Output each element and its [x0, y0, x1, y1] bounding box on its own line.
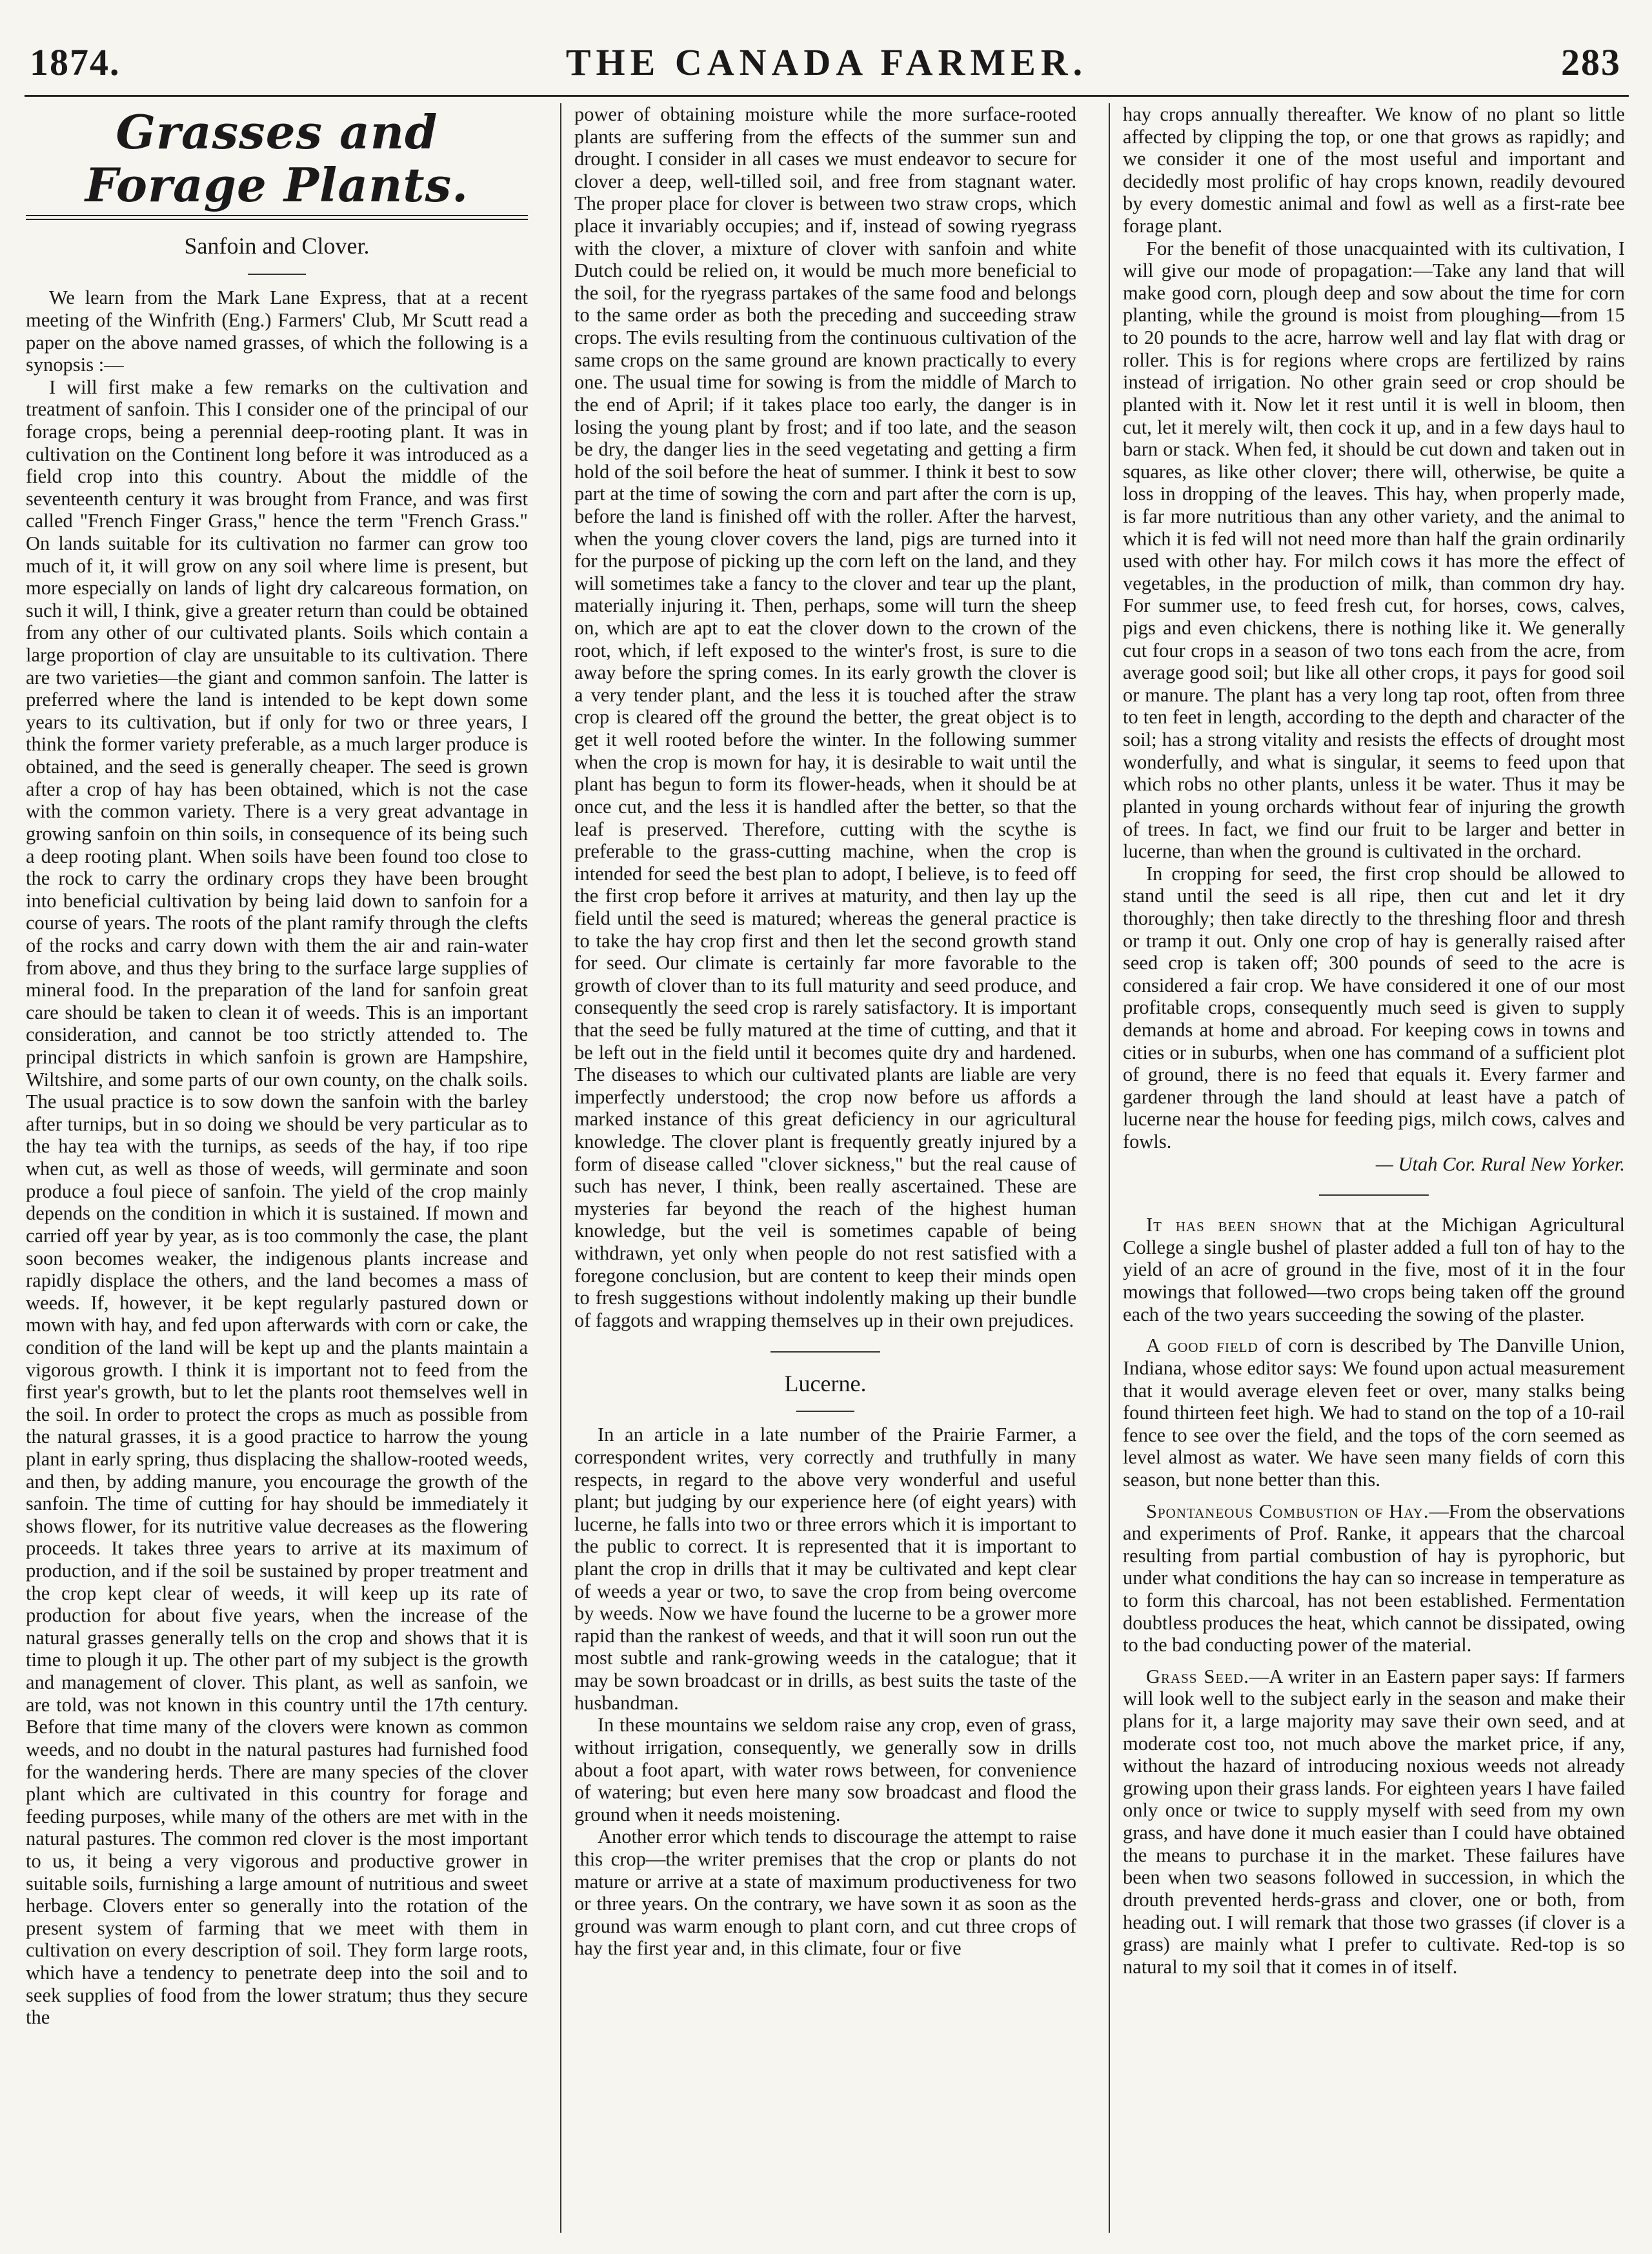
- note-grass-seed: [1123, 1665, 1625, 1978]
- article-separator: [771, 1351, 880, 1353]
- article-separator: [1319, 1194, 1429, 1196]
- note-text: that at the Michigan Agricultural College a single bushel of plaster added a full ton of hay to the yield of an acre of ground in the five, most of it in the four mowings that followed—two crops being taken off the ground each of the two years succeeding the sowing of the plaster.: [1123, 1214, 1625, 1325]
- note-lead: Grass Seed.: [1146, 1665, 1249, 1687]
- note-plaster: [1123, 1214, 1625, 1325]
- article-paragraph: I will first make a few remarks on the cultivation and treatment of sanfoin. This I consider one of the principal of our forage crops, being a perennial deep-rooting plant. It was in cultivation on the Continent long before it was introduced as a field crop into this country. About the middle of the seventeenth century it was brought from France, and was first called "French Finger Grass," hence the term "French Grass." On lands suitable for its cultivation no farmer can grow too much of it, it will grow on any soil where lime is present, but more especially on lands of light dry calcareous formation, on such it will, I think, give a greater return than could be obtained from any other of our cultivated plants. Soils which contain a large proportion of clay are unsuitable to its cultivation. There are two varieties—the giant and common sanfoin. The latter is preferred where the land is intended to be kept down some years to its cultivation, but if only for two or three years, I think the former variety preferable, as a much larger produce is obtained, and the seed is generally cheaper. The seed is grown after a crop of hay has been obtained, which is not the case with the common variety. There is a very great advantage in growing sanfoin on thin soils, in consequence of its being such a deep rooting plant. When soils have been found too close to the rock to carry the ordinary crops they have been brought into beneficial cultivation by being laid down to sanfoin for a course of years. The roots of the plant ramify through the clefts of the rocks and carry down with them the air and rain-water from above, and thus they bring to the surface large supplies of mineral food. In the preparation of the land for sanfoin great care should be taken to clean it of weeds. This is an important consideration, and cannot be too strictly attended to. The principal districts in which sanfoin is grown are Hampshire, Wiltshire, and some parts of our own county, on the chalk soils. The usual practice is to sow down the sanfoin with the barley after turnips, but in so doing we should be very particular as to the hay tea with the turnips, as seeds of the hay, if too ripe when cut, as well as those of weeds, will germinate and soon produce a foul piece of sanfoin. The yield of the crop mainly depends on the condition in which it is sustained. If mown and carried off year by year, as is too commonly the case, the plant soon becomes weaker, the indigenous plants increase and rapidly displace the others, and the land becomes a mass of weeds. If, however, it be kept regularly pastured down or mown with hay, and fed upon afterwards with corn or cake, the condition of the land will be kept up and the plants maintain a vigorous growth. I think it is important not to feed from the first year's growth, but to let the plants root themselves well in the soil. In order to protect the crops as much as possible from the natural grasses, it is a good practice to harrow the young plant in early spring, thus displacing the shallow-rooted weeds, and then, by adding manure, you encourage the growth of the sanfoin. The time of cutting for hay should be immediately it shows flower, for its nutritive value decreases as the flowering proceeds. It takes three years to arrive at its maximum of production, and if the soil be sustained by proper treatment and the crop kept clear of weeds, it will keep up its rate of production for about five years, when the increase of the natural grasses generally tells on the crop and shows that it is time to plough it up. The other part of my subject is the growth and management of clover. This plant, as well as sanfoin, we are told, was not known in this country until the 17th century. Before that time many of the clovers were known as common weeds, and no doubt in the natural pastures had furnished food for the wandering herds. There are many species of the clover plant which are cultivated in this country for forage and feeding purposes, while many of the others are met with in the natural pastures. The common red clover is the most important to us, it being a very vigorous and productive grower in suitable soils, furnishing a large amount of nutritious and sweet herbage. Clovers enter so generally into the rotation of the present system of farming that we meet with them in cultivation on every description of soil. They form large roots, which have a tendency to penetrate deep into the soil and to seek supplies of food from the lower stratum; thus they secure the: [26, 376, 528, 2029]
- article-paragraph: hay crops annually thereafter. We know of no plant so little affected by clipping the top, or one that grows as rapidly; and we consider it one of the most useful and important and decidedly most prolific of hay crops known, readily devoured by every domestic animal and fowl as well as a first-rate bee forage plant.: [1123, 103, 1625, 237]
- section-heading: Grasses and Forage Plants.: [85, 105, 469, 212]
- note-corn: [1123, 1334, 1625, 1491]
- heading-rule: [26, 215, 528, 220]
- column-rule: [560, 103, 561, 2233]
- article-paragraph: power of obtaining moisture while the more surface-rooted plants are suffering from the effects of the summer sun and drought. I consider in all cases we must endeavor to secure for clover a deep, well-tilled soil, and free from stagnant water. The proper place for clover is between two straw crops, which place it invariably occupies; and if, instead of sowing ryegrass with the clover, a mixture of clover with sanfoin and white Dutch could be relied on, it would be much more beneficial to the soil, for the ryegrass partakes of the same food and belongs to the same order as both the preceding and succeeding straw crops. The evils resulting from the continuous cultivation of the same crops on the same ground are known practically to every one. The usual time for sowing is from the middle of March to the end of April; if it takes place too early, the danger is in losing the young plant by frost; and if too late, and the season be dry, the danger lies in the seed vegetating and getting a firm hold of the soil before the heat of summer. I think it best to sow part at the time of sowing the corn and part after the corn is up, before the land is finished off with the roller. After the harvest, when the young clover covers the land, pigs are turned into it for the purpose of picking up the corn left on the land, and they will sometimes take a fancy to the clover and tear up the plant, materially injuring it. Then, perhaps, some will turn the sheep on, which are apt to eat the clover down to the crown of the root, which, if left exposed to the winter's frost, is sure to die away before the spring comes. In its early growth the clover is a very tender plant, and the less it is touched after the straw crop is cleared off the ground the better, the great object is to get it well rooted before the winter. In the following summer when the crop is mown for hay, it is desirable to wait until the plant has begun to form its flower-heads, when it should be at once cut, and the less it is handled after the better, so that the leaf is preserved. Therefore, cutting with the scythe is preferable to the grass-cutting machine, when the crop is intended for seed the best plan to adopt, I believe, is to feed off the first crop before it arrives at maturity, and then lay up the field until the seed is matured; whereas the general practice is to take the hay crop first and then let the second growth stand for seed. Our climate is certainly far more favorable to the growth of clover than to its full maturity and seed produce, and consequently the seed crop is rarely satisfactory. It is important that the seed be fully matured at the time of cutting, and that it be left out in the field until it becomes quite dry and hardened. The diseases to which our cultivated plants are liable are very imperfectly understood; the crop now before us affords a marked instance of this great deficiency in our agricultural knowledge. The clover plant is frequently greatly injured by a form of disease called "clover sickness," but the real cause of such has never, I think, been really ascertained. These are mysteries far beyond the reach of the highest human knowledge, but the veil is sometimes capable of being withdrawn, yet only when people do not rest satisfied with a foregone conclusion, but are content to keep their minds open to fresh suggestions without indolently making up their bundle of faggots and wrapping themselves up in their own prejudices.: [574, 103, 1076, 1331]
- column-3: [1123, 103, 1625, 2233]
- article-title-lucerne: Lucerne.: [784, 1370, 867, 1396]
- note-text: —From the observations and experiments of Prof. Ranke, it appears that the charcoal resulting from partial combustion of hay is pyrophoric, but under what conditions the hay can so increase in temperature as to form this charcoal, has not been established. Fermentation doubtless produces the heat, which cannot be dissipated, owing to the bad conducting power of the material.: [1123, 1500, 1625, 1656]
- note-lead: It has been shown: [1146, 1214, 1323, 1236]
- article-paragraph: In cropping for seed, the first crop should be allowed to stand until the seed is all ripe, then cut and let it dry thoroughly; then take directly to the threshing floor and thresh or tramp it out. Only one crop of hay is generally raised after seed crop is taken off; 300 pounds of seed to the acre is considered a fair crop. We have considered it one of our most profitable crops, consequently much seed is given to supply demands at home and abroad. For keeping cows in towns and cities or in suburbs, when one has command of a sufficient plot of ground, there is no feed that equals it. Every farmer and gardener through the land should at least have a patch of lucerne near the house for feeding pigs, milch cows, calves and fowls.: [1123, 862, 1625, 1153]
- masthead-title: THE CANADA FARMER.: [565, 41, 1088, 83]
- title-rule: [796, 1411, 854, 1412]
- column-rule: [1109, 103, 1110, 2233]
- article-title-sainfoin: Sanfoin and Clover.: [184, 233, 370, 259]
- note-text: of corn is described by The Danville Union, Indiana, whose editor says: We found upon actual measurement that it would average eleven feet or over, many stalks being found thirteen feet high. We had to stand on the top of a 10-rail fence to see over the field, and the tops of the corn seemed as level almost as water. We have seen many fields of corn this season, but none better than this.: [1123, 1334, 1625, 1491]
- note-combustion: [1123, 1500, 1625, 1656]
- note-lead: Spontaneous Combustion of Hay.: [1146, 1500, 1429, 1522]
- article-paragraph: Another error which tends to discourage the attempt to raise this crop—the writer premises that the crop or plants do not mature or arrive at a state of maximum productiveness for two or three years. On the contrary, we have sown it as soon as the ground was warm enough to plant corn, and cut three crops of hay the first year and, in this climate, four or five: [574, 1826, 1076, 1960]
- article-paragraph: For the benefit of those unacquainted with its cultivation, I will give our mode of propagation:—Take any land that will make good corn, plough deep and sow about the time for corn planting, while the ground is moist from ploughing—from 15 to 20 pounds to the acre, harrow well and lay flat with drag or roller. This is for regions where crops are fertilized by rains instead of irrigation. No other grain seed or crop should be planted with it. Now let it rest until it is well in bloom, then cut, let it merely wilt, then cock it up, and in a few days haul to barn or stack. When fed, it should be cut down and taken out in squares, as like other clover; there will, otherwise, be quite a loss in dropping of the leaves. This hay, when properly made, is far more nutritious than any other variety, and the animal to which it is fed will not need more than half the grain ordinarily used with other hay. For milch cows it has more the effect of vegetables, in the production of milk, than common dry hay. For summer use, to feed fresh cut, for horses, cows, calves, pigs and even chickens, there is nothing like it. We generally cut four crops in a season of two tons each from the acre, from average good soil; but like all other crops, it pays for good soil or manure. The plant has a very long tap root, often from three to ten feet in length, according to the depth and character of the soil; has a strong vitality and resists the effects of drought most wonderfully, and what is singular, it seems to feed upon that which robs no other plants, unless it be water. Thus it may be planted in young orchards without fear of injuring the growth of trees. In fact, we find our fruit to be larger and better in lucerne, than when the ground is cultivated in the orchard.: [1123, 237, 1625, 863]
- column-1: [26, 103, 528, 2233]
- column-2: [574, 103, 1076, 2233]
- page-number: 283: [1561, 41, 1621, 83]
- title-rule: [248, 274, 306, 275]
- note-lead: A good field: [1146, 1334, 1258, 1357]
- masthead-year: 1874.: [30, 41, 121, 83]
- masthead: [25, 35, 1629, 97]
- article-signature: — Utah Cor. Rural New Yorker.: [1375, 1152, 1625, 1175]
- article-paragraph: We learn from the Mark Lane Express, that at a recent meeting of the Winfrith (Eng.) Farmers' Club, Mr Scutt read a paper on the above named grasses, of which the following is a synopsis :—: [26, 287, 528, 376]
- article-paragraph: In an article in a late number of the Prairie Farmer, a correspondent writes, very correctly and truthfully in many respects, in regard to the above very wonderful and useful plant; but judging by our experience here (of eight years) with lucerne, he falls into two or three errors which it is important to the public to correct. It is represented that it is important to plant the crop in drills that it may be cultivated and kept clear of weeds a year or two, to save the crop from being overcome by weeds. Now we have found the lucerne to be a grower more rapid than the rankest of weeds, and that it will soon run out the most subtle and rank-growing weeds in the catalogue; that it may be sown broadcast or in drills, as best suits the taste of the husbandman.: [574, 1424, 1076, 1714]
- article-paragraph: In these mountains we seldom raise any crop, even of grass, without irrigation, consequently, we generally sow in drills about a foot apart, with water rows between, for convenience of watering; but even here many sow broadcast and flood the ground when it needs moistening.: [574, 1714, 1076, 1826]
- note-text: —A writer in an Eastern paper says: If farmers will look well to the subject early in the season and make their plans for it, a large majority may save their own seed, and at moderate cost too, not much above the market price, if any, without the hazard of introducing noxious weeds not already growing upon their grass lands. For eighteen years I have failed only once or twice to supply myself with seed from my own grass, and have done it much easier than I could have obtained the means to purchase it in the market. These failures have been when two seasons followed in succession, in which the drouth prevented herds-grass and clover, one or both, from heading out. I will remark that those two grasses (if clover is a grass) are mainly what I prefer to cultivate. Red-top is so natural to my soil that it comes in of itself.: [1123, 1665, 1625, 1978]
